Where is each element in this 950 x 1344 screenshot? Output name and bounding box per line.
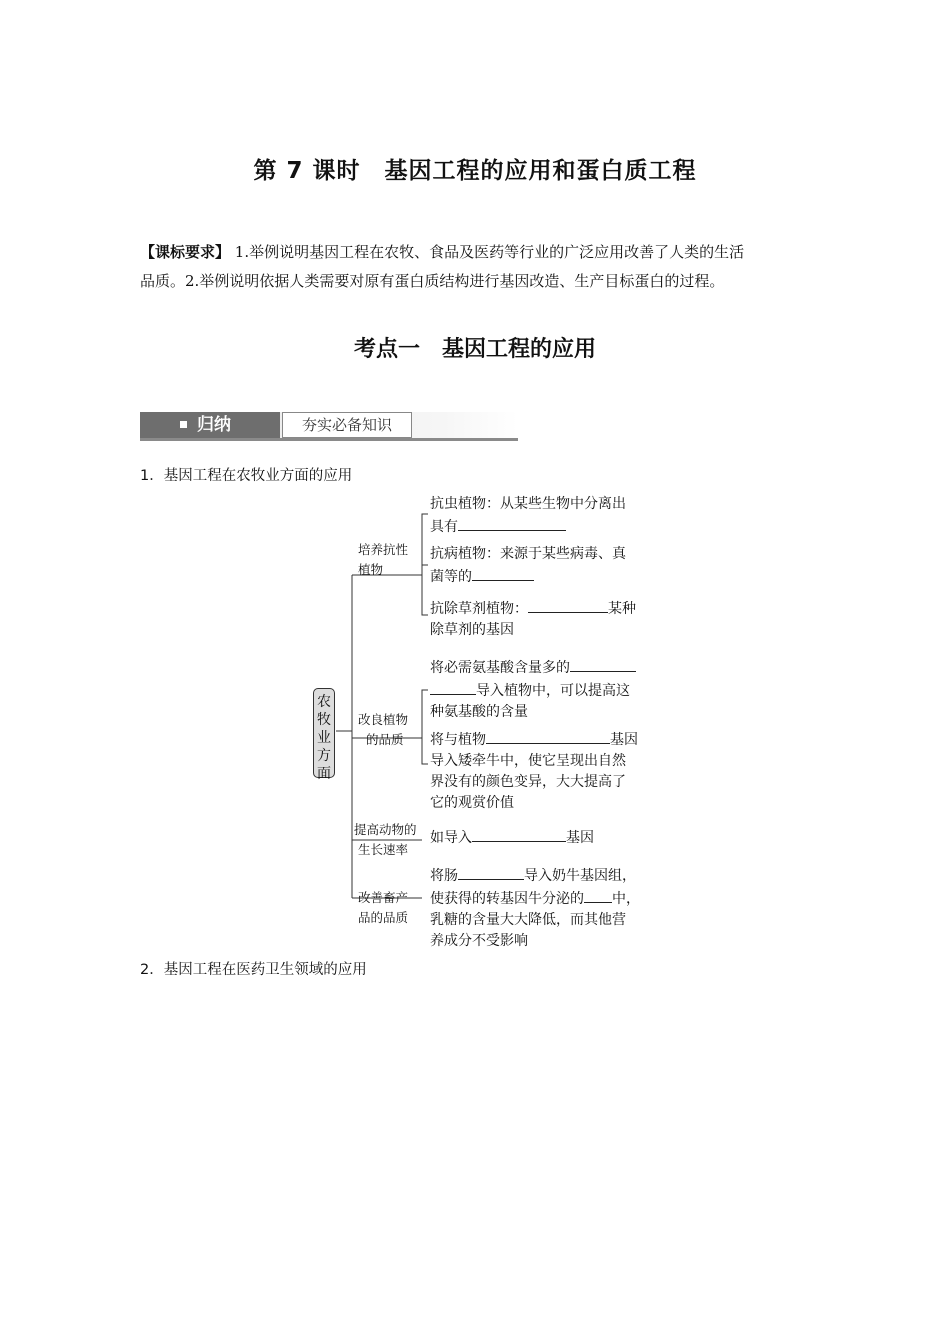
item-text: 抗除草剂植物： bbox=[430, 601, 528, 617]
item-text: 导入奶牛基因组， bbox=[524, 868, 636, 884]
branch-resistant-plants bbox=[358, 540, 408, 580]
bracket-2 bbox=[422, 690, 428, 764]
branch-label: 的品质 bbox=[366, 732, 404, 747]
item-text: 界没有的颜色变异，大大提高了 bbox=[430, 774, 626, 790]
branch-label: 植物 bbox=[358, 562, 384, 577]
item-petunia-color bbox=[430, 728, 638, 814]
requirement-line-1: 1.举例说明基因工程在农牧、食品及医药等行业的广泛应用改善了人类的生活 bbox=[234, 243, 745, 261]
branch-improve-plant-quality bbox=[358, 710, 408, 750]
bracket-1 bbox=[422, 514, 428, 615]
banner-summary-label: 归纳 bbox=[197, 415, 231, 435]
page-title: 第 7 课时 基因工程的应用和蛋白质工程 bbox=[253, 158, 697, 184]
item-text: 养成分不受影响 bbox=[430, 933, 528, 949]
root-char: 方 bbox=[317, 748, 331, 764]
item-amino-acid bbox=[430, 656, 636, 723]
item-text: 除草剂的基因 bbox=[430, 622, 514, 638]
branch-label: 生长速率 bbox=[358, 842, 409, 857]
root-char: 农 bbox=[317, 694, 331, 710]
item-text: 将肠 bbox=[430, 868, 458, 884]
item-text: 将与植物 bbox=[430, 732, 486, 748]
mind-map-root bbox=[313, 688, 335, 782]
item-text: 如导入 bbox=[430, 830, 472, 846]
item-growth-gene bbox=[430, 826, 594, 849]
banner-subtitle: 夯实必备知识 bbox=[282, 412, 412, 438]
item-text: 基因 bbox=[566, 830, 594, 846]
item-text: 中， bbox=[612, 891, 640, 907]
item-text: 抗病植物：来源于某些病毒、真 bbox=[430, 546, 626, 562]
fill-blank[interactable] bbox=[486, 728, 610, 744]
branch-label: 改良植物 bbox=[358, 712, 409, 727]
item-text: 某种 bbox=[608, 601, 636, 617]
fill-blank[interactable] bbox=[472, 565, 534, 581]
item-lactase-cow bbox=[430, 864, 640, 952]
branch-label: 培养抗性 bbox=[358, 542, 409, 557]
root-char: 业 bbox=[317, 730, 331, 746]
requirement-tag: 【课标要求】 bbox=[140, 243, 231, 261]
item-text: 基因 bbox=[610, 732, 638, 748]
requirement-line-2: 品质。2.举例说明依据人类需要对原有蛋白质结构进行基因改造、生产目标蛋白的过程。 bbox=[140, 272, 725, 290]
root-char: 面 bbox=[317, 766, 331, 782]
section-title: 考点一 基因工程的应用 bbox=[353, 337, 596, 362]
item-herbicide-resistant bbox=[430, 597, 636, 641]
branch-label: 提高动物的 bbox=[354, 822, 417, 837]
item-insect-resistant bbox=[430, 494, 626, 538]
item-text: 使获得的转基因牛分泌的 bbox=[430, 891, 584, 907]
trunk-line bbox=[336, 575, 352, 898]
item-text: 它的观赏价值 bbox=[430, 795, 514, 811]
item-text: 将必需氨基酸含量多的 bbox=[430, 660, 570, 676]
heading-agriculture: 1．基因工程在农牧业方面的应用 bbox=[140, 468, 353, 484]
fill-blank[interactable] bbox=[458, 864, 524, 880]
fill-blank[interactable] bbox=[528, 597, 608, 613]
branch-label: 品的品质 bbox=[358, 910, 409, 925]
item-text: 种氨基酸的含量 bbox=[430, 704, 528, 720]
fill-blank[interactable] bbox=[430, 679, 476, 695]
item-text: 导入矮牵牛中，使它呈现出自然 bbox=[430, 753, 626, 769]
item-disease-resistant bbox=[430, 544, 626, 588]
item-text: 导入植物中，可以提高这 bbox=[476, 683, 630, 699]
branch-label: 改善畜产 bbox=[358, 890, 409, 905]
fill-blank[interactable] bbox=[570, 656, 636, 672]
fill-blank[interactable] bbox=[472, 826, 566, 842]
branch-livestock-products bbox=[358, 888, 408, 928]
item-text: 乳糖的含量大大降低，而其他营 bbox=[430, 912, 626, 928]
fill-blank[interactable] bbox=[458, 515, 566, 531]
branch-animal-growth bbox=[354, 820, 417, 860]
heading-medicine: 2．基因工程在医药卫生领域的应用 bbox=[140, 962, 367, 978]
fill-blank[interactable] bbox=[584, 887, 612, 903]
root-char: 牧 bbox=[317, 712, 331, 728]
item-text: 抗虫植物：从某些生物中分离出 bbox=[430, 496, 626, 512]
item-text: 具有 bbox=[430, 519, 458, 535]
item-text: 菌等的 bbox=[430, 569, 472, 585]
